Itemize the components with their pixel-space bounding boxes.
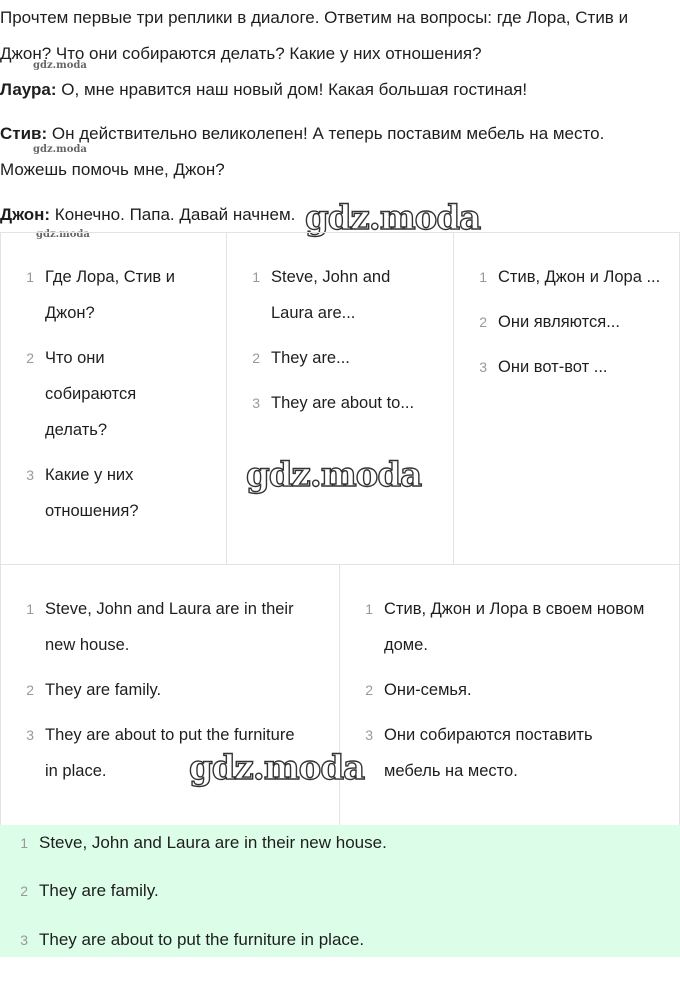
answer-item [10,873,159,909]
item-text: Что они [45,349,105,367]
list-item [242,259,390,331]
item-number: 1 [26,269,34,285]
item-number: 3 [252,395,260,411]
speaker-steve: Стив: [0,124,48,143]
item-text: доме. [384,636,428,654]
item-text: Где Лора, Стив и [45,268,176,286]
speaker-laura: Лаура: [0,80,57,99]
item-text: They are about to put the furniture in place. [39,930,365,949]
item-number: 3 [26,467,34,483]
item-number: 3 [20,932,28,948]
item-number: 2 [365,682,373,698]
intro-line-2: Джон? Что они собираются делать? Какие у них отношения? [0,44,482,63]
item-text: in place. [45,762,107,780]
item-text: мебель на место. [384,762,518,780]
dialogue-steve-1 [0,124,680,144]
list-item [355,717,593,789]
item-number: 3 [479,359,487,375]
list-item [16,457,139,529]
answer-block [0,825,680,957]
laura-line: О, мне нравится наш новый дом! Какая большая гостиная! [56,80,528,99]
item-text: Laura are... [271,304,356,322]
item-number: 1 [26,601,34,617]
item-text: Они являются... [498,313,620,331]
item-text: Какие у них [45,466,134,484]
steve-line-1: Он действительно великолепен! А теперь поставим мебель на место. [47,124,605,143]
item-text: Steve, John and Laura are in their new house. [39,833,387,852]
item-text: Они-семья. [384,681,472,699]
item-text: Они вот-вот ... [498,358,608,376]
item-text: They are... [271,349,350,367]
item-text: They are family. [39,881,159,900]
answer-item [10,825,387,861]
item-number: 3 [365,727,373,743]
item-number: 2 [479,314,487,330]
item-text: Steve, John and Laura are in their [45,600,294,618]
item-number: 2 [252,350,260,366]
speaker-john: Джон: [0,205,51,224]
list-item [469,259,660,295]
list-item [16,672,161,708]
item-number: 2 [26,350,34,366]
item-text: Стив, Джон и Лора в своем новом [384,600,645,618]
item-text: Джон? [45,304,95,322]
john-line: Конечно. Папа. Давай начнем. [50,205,296,224]
item-number: 2 [26,682,34,698]
item-text: Они собираются поставить [384,726,593,744]
item-text: Steve, John and [271,268,391,286]
item-text: They are family. [45,681,162,699]
intro-line-1: Прочтем первые три реплики в диалоге. Ответим на вопросы: где Лора, Стив и [0,8,629,27]
item-number: 1 [365,601,373,617]
item-number: 3 [26,727,34,743]
item-number: 1 [479,269,487,285]
item-text: They are about to... [271,394,415,412]
steve-line-2: Можешь помочь мне, Джон? [0,160,225,179]
list-item [242,340,350,376]
item-number: 1 [20,835,28,851]
watermark-big: gdz.moda [305,198,481,238]
watermark-big: gdz.moda [189,748,365,788]
item-text: отношения? [45,502,139,520]
item-text: делать? [45,421,108,439]
item-number: 1 [252,269,260,285]
item-number: 2 [20,883,28,899]
dialogue-laura [0,80,680,100]
item-text: собираются [45,385,137,403]
list-item [16,259,175,331]
list-item [355,591,644,663]
watermark-small: gdz.moda [33,60,87,71]
list-item [469,304,620,340]
item-text: new house. [45,636,130,654]
watermark-small: gdz.moda [33,144,87,155]
list-item [242,385,414,421]
item-text: Стив, Джон и Лора ... [498,268,661,286]
list-item [355,672,472,708]
item-text: They are about to put the furniture [45,726,295,744]
answer-item [10,922,364,958]
watermark-small: gdz.moda [36,229,90,240]
list-item [16,591,294,663]
watermark-big: gdz.moda [246,455,422,495]
list-item [469,349,607,385]
list-item [16,340,136,448]
